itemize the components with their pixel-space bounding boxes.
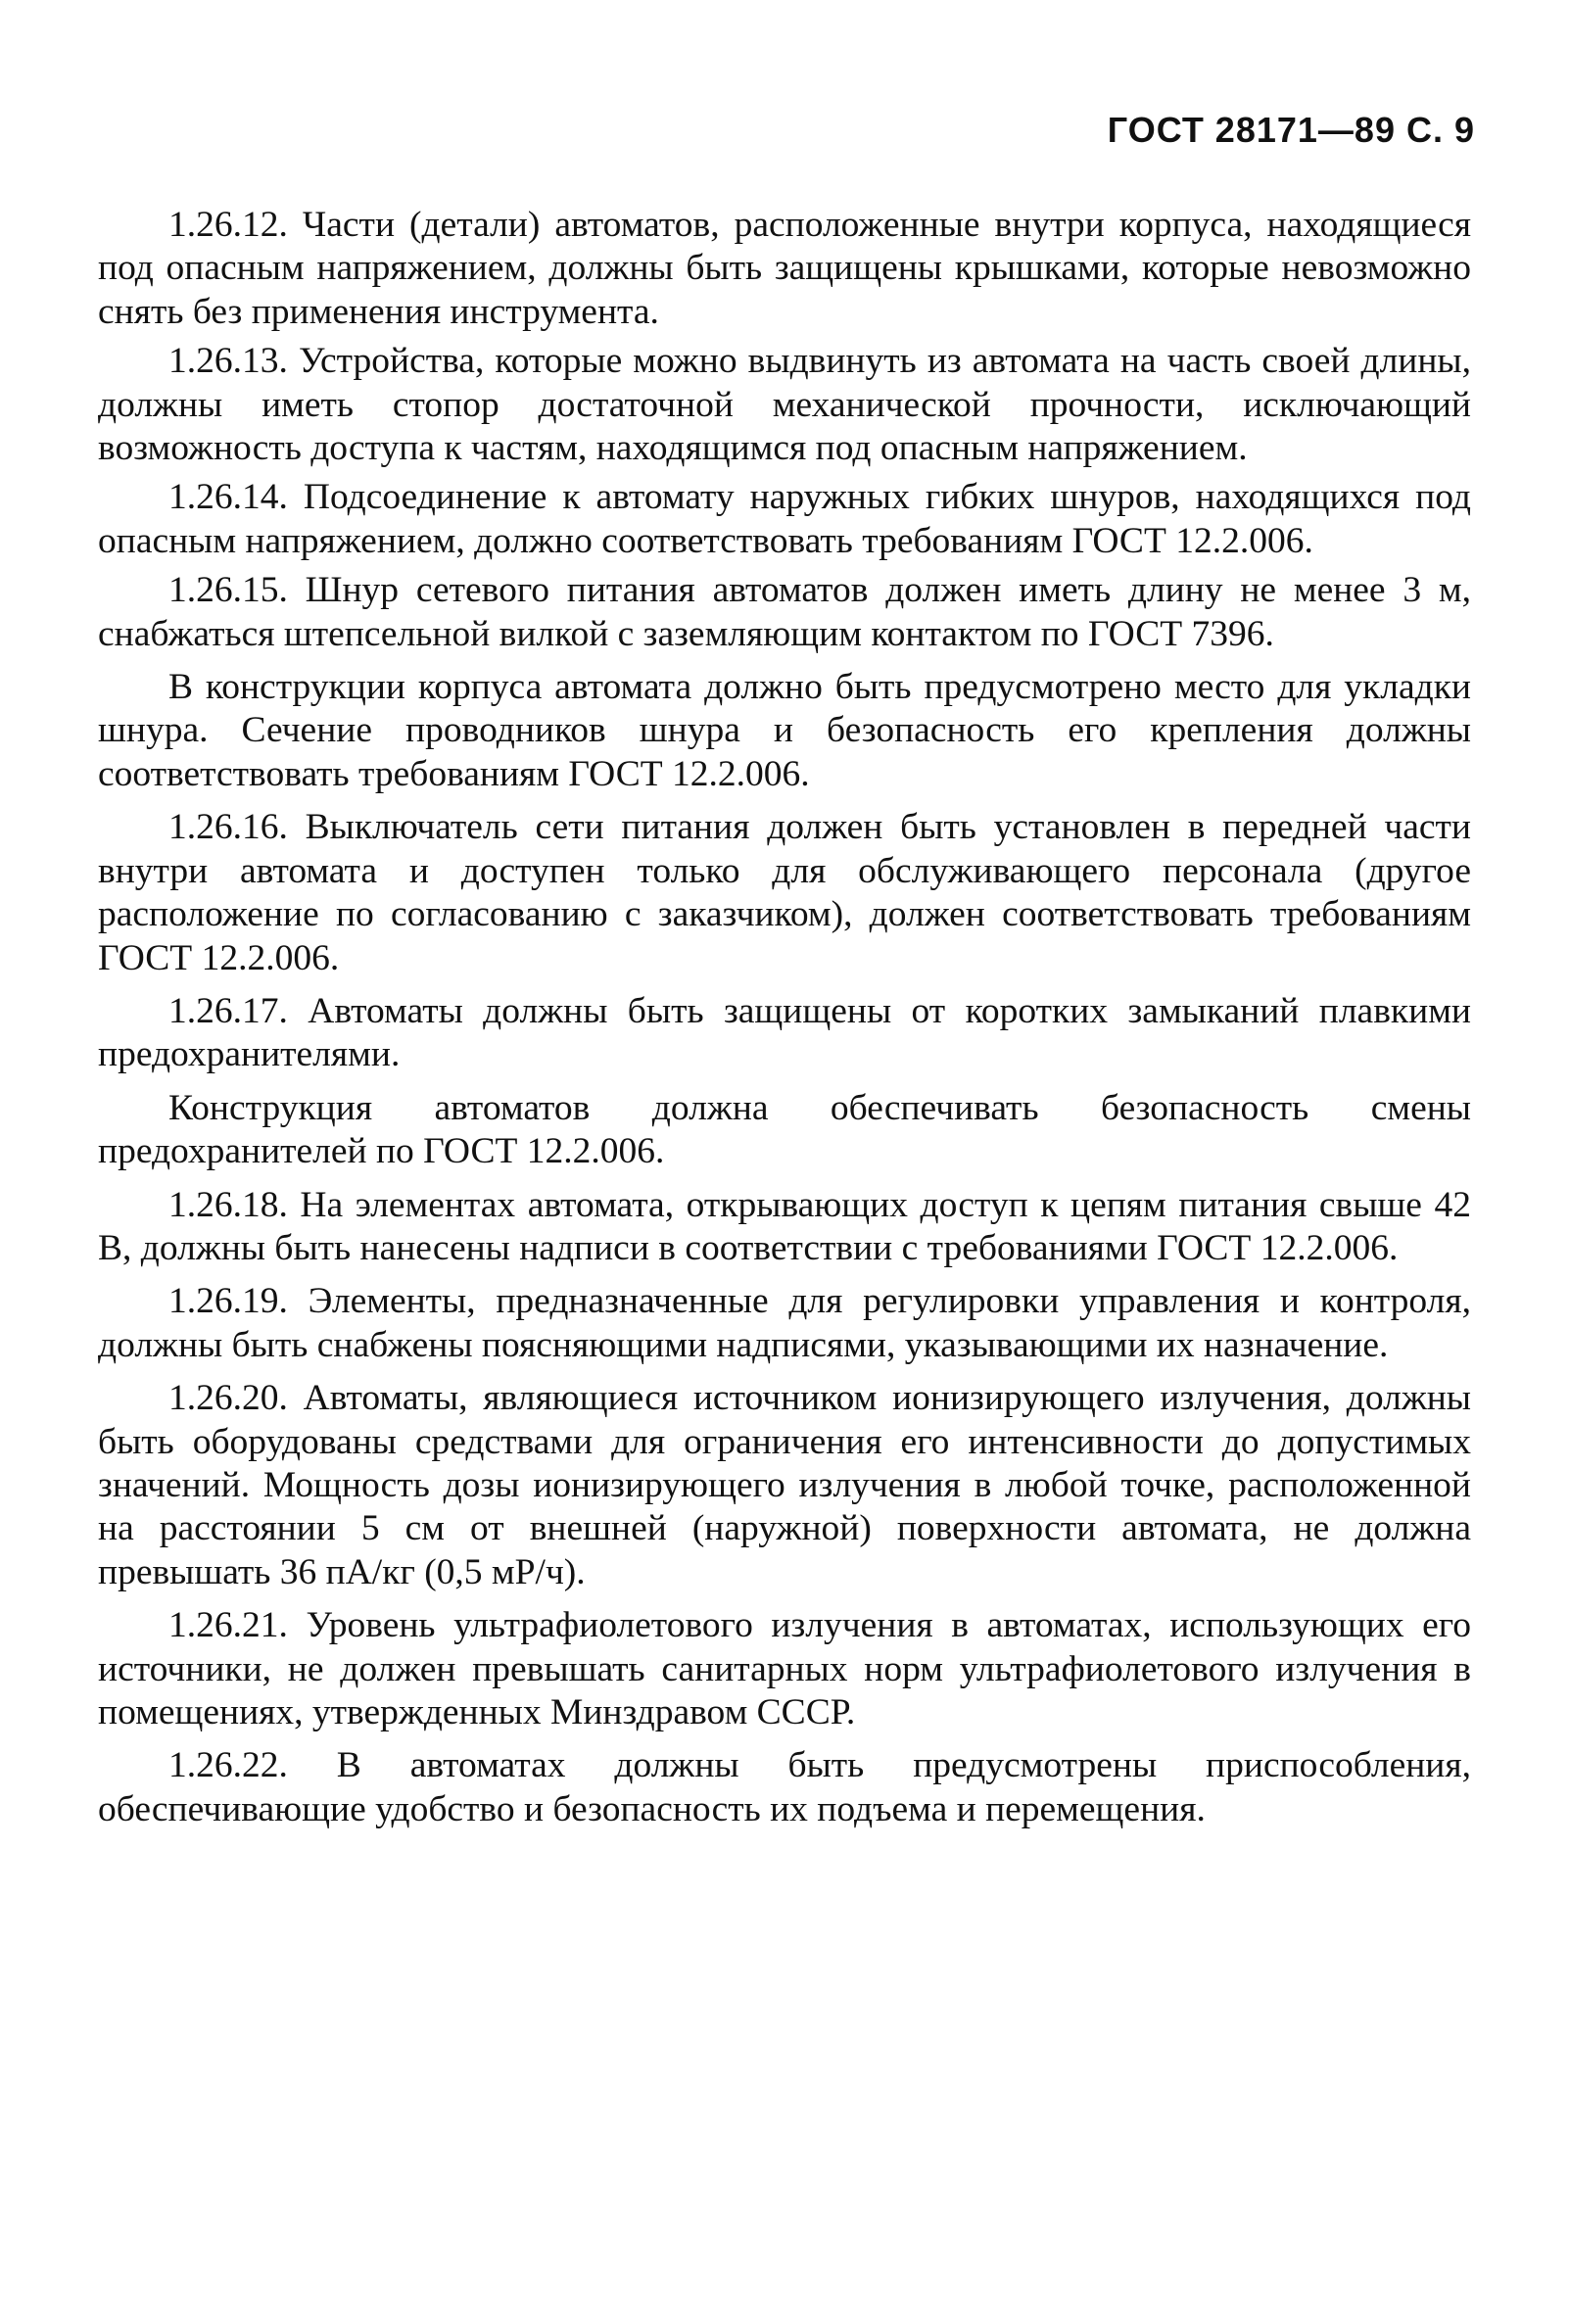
paragraph-1-26-18: 1.26.18. На элементах автомата, открывающих доступ к цепям питания свыше 42 В, должны быть нанесены надписи в соответствии с требованиями ГОСТ 12.2.006.	[98, 1184, 1471, 1268]
paragraph-1-26-16: 1.26.16. Выключатель сети питания должен быть установлен в передней части внутри автомата и доступен только для обслуживающего персонала (другое расположение по согласованию с заказчиком), должен соответствовать требованиям ГОСТ 12.2.006.	[98, 807, 1471, 978]
paragraph-1-26-12: 1.26.12. Части (детали) автоматов, расположенные внутри корпуса, находящиеся под опасным напряжением, должны быть защищены крышками, которые невозможно снять без применения инструмента.	[98, 205, 1471, 332]
running-header: ГОСТ 28171—89 С. 9	[1107, 110, 1475, 150]
document-body	[98, 204, 1471, 1841]
paragraph-1-26-17: 1.26.17. Автоматы должны быть защищены от коротких замыканий плавкими предохранителями.	[98, 990, 1471, 1075]
paragraph-1-26-15: 1.26.15. Шнур сетевого питания автоматов должен иметь длину не менее 3 м, снабжаться штепсельной вилкой с заземляющим контактом по ГОСТ 7396.	[98, 570, 1471, 654]
paragraph-1-26-21: 1.26.21. Уровень ультрафиолетового излучения в автоматах, использующих его источники, не должен превышать санитарных норм ультрафиолетового излучения в помещениях, утвержденных Минздравом СССР.	[98, 1605, 1471, 1732]
paragraph-1-26-19: 1.26.19. Элементы, предназначенные для регулировки управления и контроля, должны быть снабжены поясняющими надписями, указывающими их назначение.	[98, 1281, 1471, 1365]
paragraph-1-26-13: 1.26.13. Устройства, которые можно выдвинуть из автомата на часть своей длины, должны иметь стопор достаточной механической прочности, исключающий возможность доступа к частям, находящимся под опасным напряжением.	[98, 341, 1471, 469]
paragraph-1-26-20: 1.26.20. Автоматы, являющиеся источником ионизирующего излучения, должны быть оборудованы средствами для ограничения его интенсивности до допустимых значений. Мощность дозы ионизирующего излучения в любой точке, расположенной на расстоянии 5 см от внешней (наружной) поверхности автомата, не должна превышать 36 пА/кг (0,5 мР/ч).	[98, 1378, 1471, 1592]
paragraph-1-26-14: 1.26.14. Подсоединение к автомату наружных гибких шнуров, находящихся под опасным напряжением, должно соответствовать требованиям ГОСТ 12.2.006.	[98, 477, 1471, 561]
paragraph-1-26-15-cont: В конструкции корпуса автомата должно быть предусмотрено место для укладки шнура. Сечение проводников шнура и безопасность его крепления должны соответствовать требованиям ГОСТ 12.2.006.	[98, 667, 1471, 794]
paragraph-1-26-22: 1.26.22. В автоматах должны быть предусмотрены приспособления, обеспечивающие удобство и безопасность их подъема и перемещения.	[98, 1745, 1471, 1829]
paragraph-1-26-17-cont: Конструкция автоматов должна обеспечивать безопасность смены предохранителей по ГОСТ 12.2.006.	[98, 1087, 1471, 1172]
